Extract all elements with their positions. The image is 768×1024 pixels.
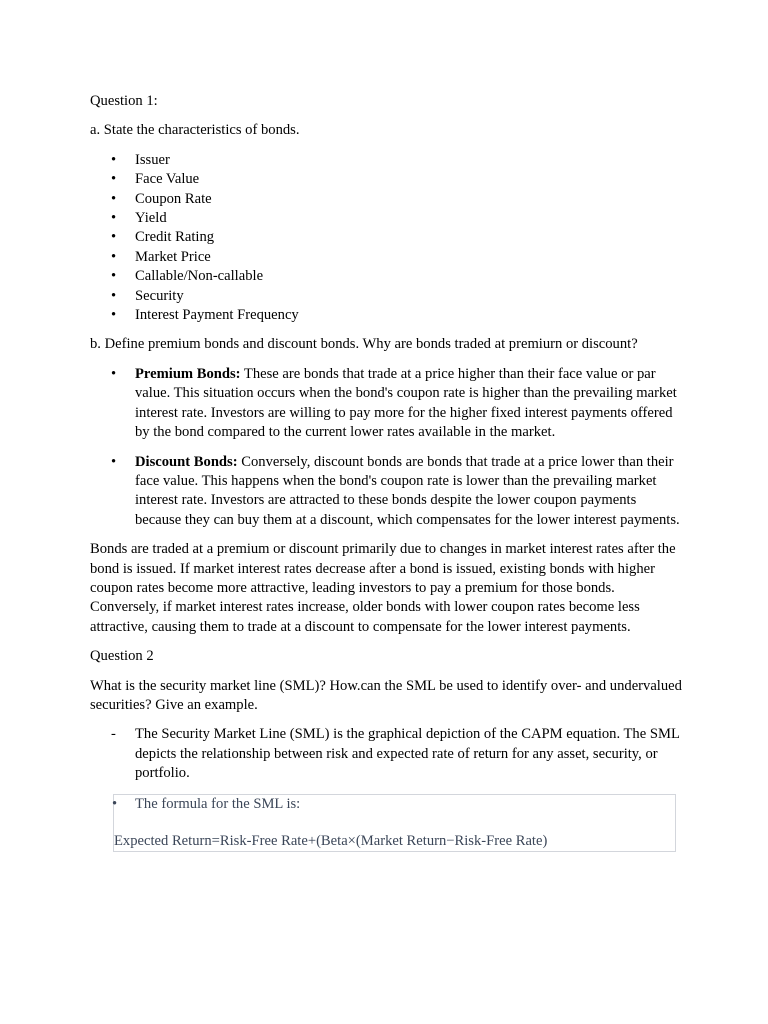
question-1a-prompt: a. State the characteristics of bonds.: [90, 122, 300, 139]
list-item: • Face Value: [90, 170, 682, 189]
list-item: • Credit Rating: [90, 228, 682, 247]
sml-answer-list: [90, 725, 682, 783]
bond-types-list: [90, 365, 682, 530]
discount-bonds-term: Discount Bonds:: [135, 453, 238, 470]
list-item: • Interest Payment Frequency: [90, 306, 682, 325]
sml-formula-box: [113, 794, 676, 853]
bullet-icon: [112, 795, 117, 814]
bullet-icon: [111, 151, 116, 170]
sml-definition-item: [90, 725, 682, 783]
sml-formula: Expected Return=Risk-Free Rate+(Beta×(Market Return−Risk-Free Rate): [114, 833, 548, 849]
bullet-icon: [111, 453, 116, 472]
bullet-icon: [111, 365, 116, 384]
characteristics-list: [90, 151, 682, 326]
bullet-icon: [111, 228, 116, 247]
list-item: • Security: [90, 287, 682, 306]
sml-definition: The Security Market Line (SML) is the graphical depiction of the CAPM equation. The SML depicts the relationship between risk and expected rate of return for any asset, security, or portfolio.: [135, 726, 680, 782]
question-1b-prompt: b. Define premium bonds and discount bonds. Why are bonds traded at premiurn or discount?: [90, 336, 638, 353]
list-item: • Issuer: [90, 151, 682, 170]
formula-intro-item: [114, 795, 675, 814]
dash-icon: [111, 725, 116, 744]
premium-bonds-term: Premium Bonds:: [135, 365, 241, 382]
list-item: • Coupon Rate: [90, 190, 682, 209]
question-2-heading: Question 2: [90, 648, 154, 665]
list-item: • Callable/Non-callable: [90, 267, 682, 286]
list-item: • Market Price: [90, 248, 682, 267]
document-page: [90, 92, 682, 852]
bullet-icon: [111, 190, 116, 209]
bullet-icon: [111, 248, 116, 267]
bullet-icon: [111, 306, 116, 325]
bullet-icon: [111, 209, 116, 228]
premium-bonds-definition: These are bonds that trade at a price higher than their face value or par value. This situation occurs when the bond's coupon rate is higher than the prevailing market interest rate. Investors are willing to pay more for the higher fixed interest payments offered by the bond compared to the current lower rates available in the market.: [135, 365, 677, 441]
question-2-prompt: What is the security market line (SML)? How.can the SML be used to identify over- and undervalued securities? Give an example.: [90, 677, 682, 713]
premium-discount-explanation: Bonds are traded at a premium or discount primarily due to changes in market interest rates after the bond is issued. If market interest rates decrease after a bond is issued, existing bonds with higher coupon rates become more attractive, leading investors to pay a premium for those bonds. Conversely, if market interest rates increase, older bonds with lower coupon rates become less attractive, causing them to trade at a discount to compensate for the lower interest payments.: [90, 541, 676, 635]
discount-bonds-item: [90, 453, 682, 531]
bullet-icon: [111, 267, 116, 286]
formula-intro: The formula for the SML is:: [135, 795, 301, 812]
bullet-icon: [111, 287, 116, 306]
list-item: • Yield: [90, 209, 682, 228]
discount-bonds-definition: Conversely, discount bonds are bonds that trade at a price lower than their face value. This happens when the bond's coupon rate is lower than the prevailing market interest rate. Investors are attracted to these bonds despite the lower coupon payments because they can buy them at a discount, which compensates for the lower interest payments.: [135, 453, 680, 528]
premium-bonds-item: [90, 365, 682, 443]
bullet-icon: [111, 170, 116, 189]
question-1-heading: Question 1:: [90, 93, 158, 109]
